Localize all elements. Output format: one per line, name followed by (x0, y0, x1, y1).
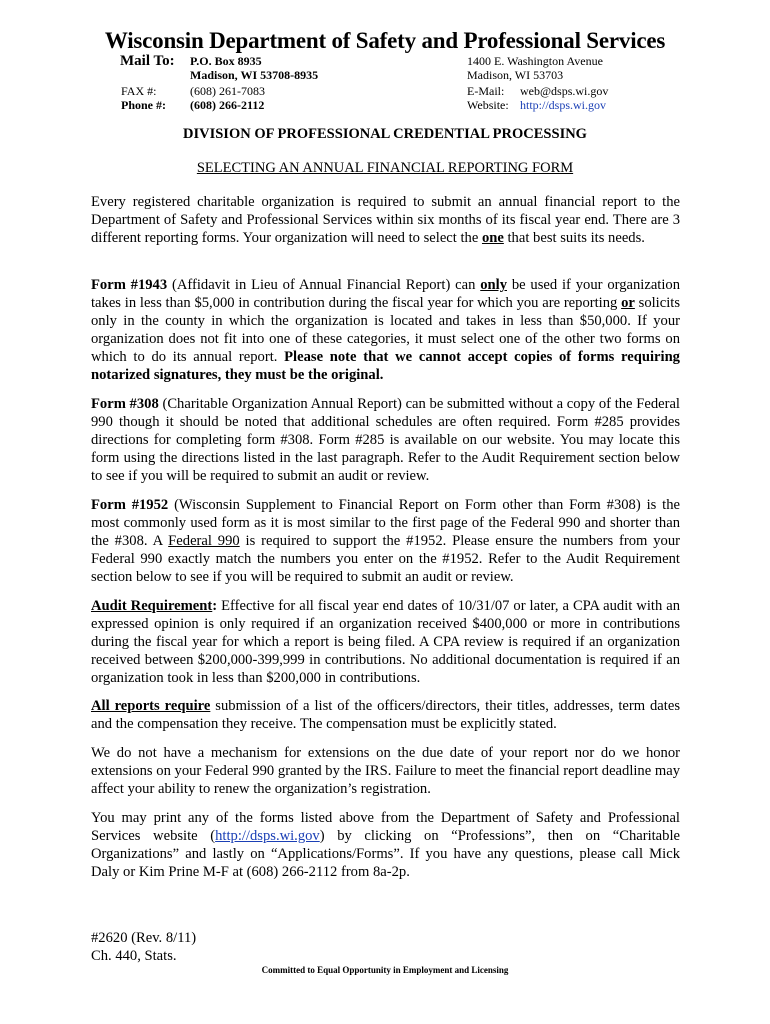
email-address[interactable]: web@dsps.wi.gov (520, 84, 609, 98)
print-website-link[interactable]: http://dsps.wi.gov (215, 828, 320, 844)
form-1943-notice: Please note that we cannot accept copies of forms requiring notarized signatures, they must be the original. (91, 349, 680, 383)
form-1952-label: Form #1952 (91, 497, 169, 513)
division-heading: DIVISION OF PROFESSIONAL CREDENTIAL PROCESSING (183, 126, 587, 142)
audit-requirement-paragraph (91, 597, 680, 687)
intro-paragraph (91, 193, 680, 247)
audit-requirement-colon: : (212, 598, 218, 614)
form-1943-emphasis-or: or (621, 295, 635, 311)
page-title: Wisconsin Department of Safety and Professional Services (104, 28, 666, 53)
email-label: E-Mail: (467, 84, 505, 98)
statute-reference: Ch. 440, Stats. (91, 948, 177, 964)
section-subheading: SELECTING AN ANNUAL FINANCIAL REPORTING FORM (196, 160, 574, 176)
form-308-paragraph (91, 395, 680, 485)
form-1952-federal-990: Federal 990 (168, 533, 240, 549)
form-1943-label: Form #1943 (91, 277, 168, 293)
mail-to-label: Mail To: (120, 53, 175, 69)
phone-number: (608) 266-2112 (190, 98, 265, 112)
intro-text-c: that best suits its needs. (503, 230, 645, 246)
form-1943-emphasis-only: only (480, 277, 507, 293)
audit-requirement-text: Effective for all fiscal year end dates of 10/31/07 or later, a CPA audit with an expressed opinion is only required if an organization received $400,000 or more in contributions during the fiscal year for which a report is being filed. A CPA review is required if an organization received between $200,000-399,999 in contributions. No additional documentation is required if an organization took in less than $200,000 in contributions. (91, 598, 680, 686)
form-1952-paragraph (91, 496, 680, 586)
fax-label: FAX #: (121, 84, 157, 98)
form-1943-paragraph (91, 276, 680, 384)
eeo-statement: Committed to Equal Opportunity in Employment and Licensing (261, 965, 509, 975)
form-308-text: (Charitable Organization Annual Report) can be submitted without a copy of the Federal 990 though it should be noted that additional schedules are often required. Form #285 provides directions for completing form #308. Form #285 is available on our website. You may locate this form using the directions listed in the last paragraph. Refer to the Audit Requirement section below to see if you will be required to submit an audit or review. (91, 396, 680, 484)
fax-number: (608) 261-7083 (190, 84, 265, 98)
website-link[interactable]: http://dsps.wi.gov (520, 98, 607, 112)
phone-label: Phone #: (121, 98, 166, 112)
form-1943-text-a: (Affidavit in Lieu of Annual Financial Report) can (167, 277, 481, 293)
form-1952-text-c: is required to support the #1952. Please ensure the numbers from your Federal 990 exactly match the numbers you enter on the #1952. Refer to the Audit Requirement section below to see if you will be required to submit an audit or review. (91, 533, 680, 585)
form-308-label: Form #308 (91, 396, 159, 412)
all-reports-text: submission of a list of the officers/directors, their titles, addresses, term dates and the compensation they receive. The compensation must be explicitly stated. (91, 698, 680, 732)
form-1952-text-a: (Wisconsin Supplement to Financial Report on Form other than Form #308) is the most commonly used form as it is most similar to the first page of the Federal 990 and shorter than the #308. A (91, 497, 680, 549)
print-text-a: You may print any of the forms listed above from the Department of Safety and Professional Services website ( (91, 810, 680, 844)
street-city: Madison, WI 53703 (467, 68, 564, 82)
form-1943-text-e: solicits only in the county in which the organization is located and takes in less than $50,000. If your organization does not fit into one of these categories, it must select one of the other two forms on which to do its annual report. (91, 295, 681, 365)
mail-city-zip: Madison, WI 53708-8935 (190, 68, 319, 82)
website-label: Website: (467, 98, 509, 112)
street-address: 1400 E. Washington Avenue (467, 54, 603, 68)
all-reports-label: All reports require (91, 698, 211, 714)
form-1943-text-c: be used if your organization takes in less than $5,000 in contribution during the fiscal year for which you are reporting (91, 277, 680, 311)
print-forms-paragraph (91, 809, 680, 881)
po-box: P.O. Box 8935 (190, 54, 262, 68)
print-text-b: ) by clicking on “Professions”, then on “Charitable Organizations” and lastly on “Applications/Forms”. If you have any questions, please call Mick Daly or Kim Prine M-F at (608) 266-2112 from 8a-2p. (91, 828, 680, 880)
audit-requirement-label: Audit Requirement (91, 598, 213, 614)
extensions-text: We do not have a mechanism for extensions on the due date of your report nor do we honor extensions on your Federal 990 granted by the IRS. Failure to meet the financial report deadline may affect your ability to renew the organization’s registration. (91, 745, 680, 797)
form-number: #2620 (Rev. 8/11) (91, 930, 197, 946)
intro-emphasis-one: one (481, 230, 504, 246)
intro-text-a: Every registered charitable organization is required to submit an annual financial report to the Department of Safety and Professional Services within six months of its fiscal year end. There are 3 different reporting forms. Your organization will need to select the (91, 194, 680, 246)
extensions-paragraph (91, 744, 680, 798)
all-reports-paragraph (91, 697, 680, 733)
